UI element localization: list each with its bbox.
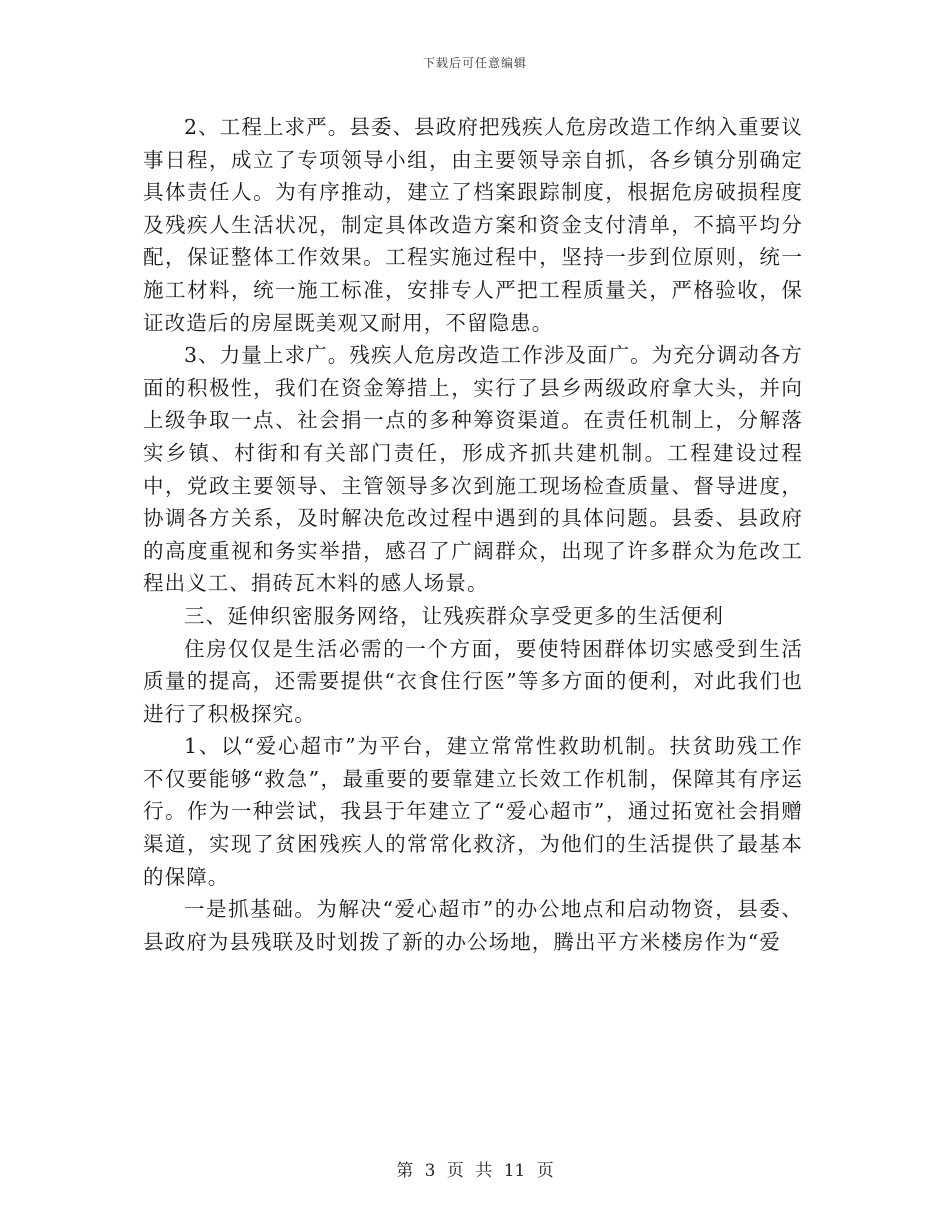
section-heading-service-network: 三、延伸织密服务网络，让残疾群众享受更多的生活便利	[184, 603, 724, 628]
paragraph-broad-effort: 3、力量上求广。残疾人危房改造工作涉及面广。为充分调动各方面的积极性，我们在资金筹措上，实行了县乡两级政府拿大头，并向上级争取一点、社会捐一点的多种筹资渠道。在责任机制上，分解落实乡镇、村街和有关部门责任，形成齐抓共建机制。工程建设过程中，党政主要领导、主管领导多次到施工现场检查质量、督导进度，协调各方关系，及时解决危改过程中遇到的具体问题。县委、县政府的高度重视和务实举措，感召了广阔群众，出现了许多群众为危改工程出义工、捐砖瓦木料的感人场景。	[143, 343, 803, 596]
header-note: 下载后可任意编辑	[422, 56, 527, 70]
body-text	[143, 111, 803, 958]
paragraph-housing-intro: 住房仅仅是生活必需的一个方面，要使特困群体切实感受到生活质量的提高，还需要提供“衣食住行医”等多方面的便利，对此我们也进行了积极探究。	[143, 636, 803, 726]
paragraph-love-supermarket: 1、以“爱心超市”为平台，建立常常性救助机制。扶贫助残工作不仅要能够“救急”，最重要的要靠建立长效工作机制，保障其有序运行。作为一种尝试，我县于年建立了“爱心超市”，通过拓宽社会捐赠渠道，实现了贫困残疾人的常常化救济，为他们的生活提供了最基本的保障。	[143, 734, 803, 889]
paragraph-foundation: 一是抓基础。为解决“爱心超市”的办公地点和启动物资，县委、县政府为县残联及时划拨了新的办公场地，腾出平方米楼房作为“爱	[143, 897, 803, 954]
paragraph-engineering-strict: 2、工程上求严。县委、县政府把残疾人危房改造工作纳入重要议事日程，成立了专项领导小组，由主要领导亲自抓，各乡镇分别确定具体责任人。为有序推动，建立了档案跟踪制度，根据危房破损程度及残疾人生活状况，制定具体改造方案和资金支付清单，不搞平均分配，保证整体工作效果。工程实施过程中，坚持一步到位原则，统一施工材料，统一施工标准，安排专人严把工程质量关，严格验收，保证改造后的房屋既美观又耐用，不留隐患。	[143, 115, 803, 335]
page-number: 第 3 页 共 11 页	[396, 1161, 554, 1181]
